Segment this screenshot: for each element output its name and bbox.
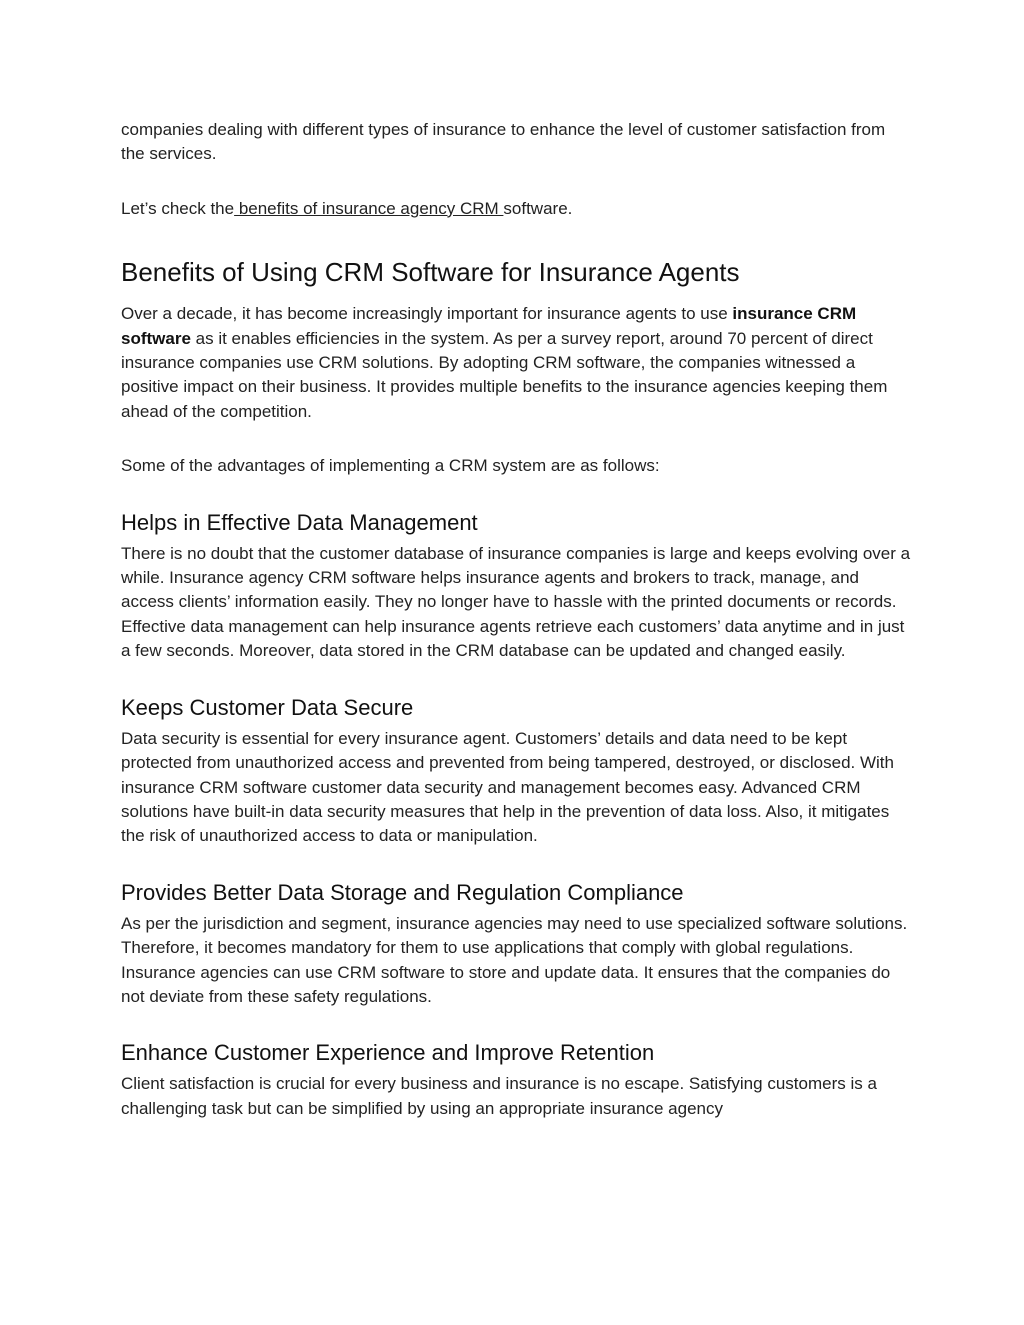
main-paragraph-bold: insurance CRM software <box>121 304 857 348</box>
section-heading: Enhance Customer Experience and Improve Retention <box>121 1040 655 1066</box>
section-customer-experience <box>121 1039 911 1121</box>
intro-lead-after: software. <box>503 198 573 218</box>
section-storage-compliance <box>121 879 911 1010</box>
advantages-intro: Some of the advantages of implementing a CRM system are as follows: <box>121 456 660 476</box>
main-paragraph-after: as it enables efficiencies in the system. As per a survey report, around 70 percent of direct insurance companies use CRM solutions. By adopting CRM software, the companies witnessed a positive impact on their business. It provides multiple benefits to the insurance agencies keeping them ahead of the competition. <box>121 328 888 421</box>
section-heading: Provides Better Data Storage and Regulation Compliance <box>121 879 684 905</box>
intro-lead-before: Let’s check the <box>121 198 235 218</box>
main-paragraph-before: Over a decade, it has become increasingly important for insurance agents to use <box>121 304 733 324</box>
section-body: As per the jurisdiction and segment, insurance agencies may need to use specialized software solutions. Therefore, it becomes mandatory for them to use applications that comply with global regulations. Insurance agencies can use CRM software to store and update data. It ensures that the companies do not deviate from these safety regulations. <box>121 913 908 1006</box>
intro-continuation: companies dealing with different types of insurance to enhance the level of customer satisfaction from the services. <box>121 120 886 164</box>
section-body: Data security is essential for every insurance agent. Customers’ details and data need to be kept protected from unauthorized access and prevented from being tampered, destroyed, or disclosed. With insurance CRM software customer data security and management becomes easy. Advanced CRM solutions have built-in data security measures that help in the prevention of data loss. Also, it mitigates the risk of unauthorized access to data or manipulation. <box>121 728 894 846</box>
section-body: There is no doubt that the customer database of insurance companies is large and keeps evolving over a while. Insurance agency CRM software helps insurance agents and brokers to track, manage, and access clients’ information easily. They no longer have to hassle with the printed documents or records. Effective data management can help insurance agents retrieve each customers’ data anytime and in just a few seconds. Moreover, data stored in the CRM database can be updated and changed easily. <box>121 543 911 661</box>
section-data-management <box>121 509 911 664</box>
section-data-secure <box>121 694 911 849</box>
document-page <box>121 118 911 1121</box>
main-heading: Benefits of Using CRM Software for Insurance Agents <box>121 257 740 288</box>
intro-lead <box>121 197 911 221</box>
section-heading: Keeps Customer Data Secure <box>121 694 414 720</box>
section-heading: Helps in Effective Data Management <box>121 509 478 535</box>
crm-benefits-link[interactable]: benefits of insurance agency CRM <box>234 198 504 218</box>
main-paragraph <box>121 302 911 424</box>
section-body: Client satisfaction is crucial for every business and insurance is no escape. Satisfying customers is a challenging task but can be simplified by using an appropriate insurance agency <box>121 1074 877 1118</box>
